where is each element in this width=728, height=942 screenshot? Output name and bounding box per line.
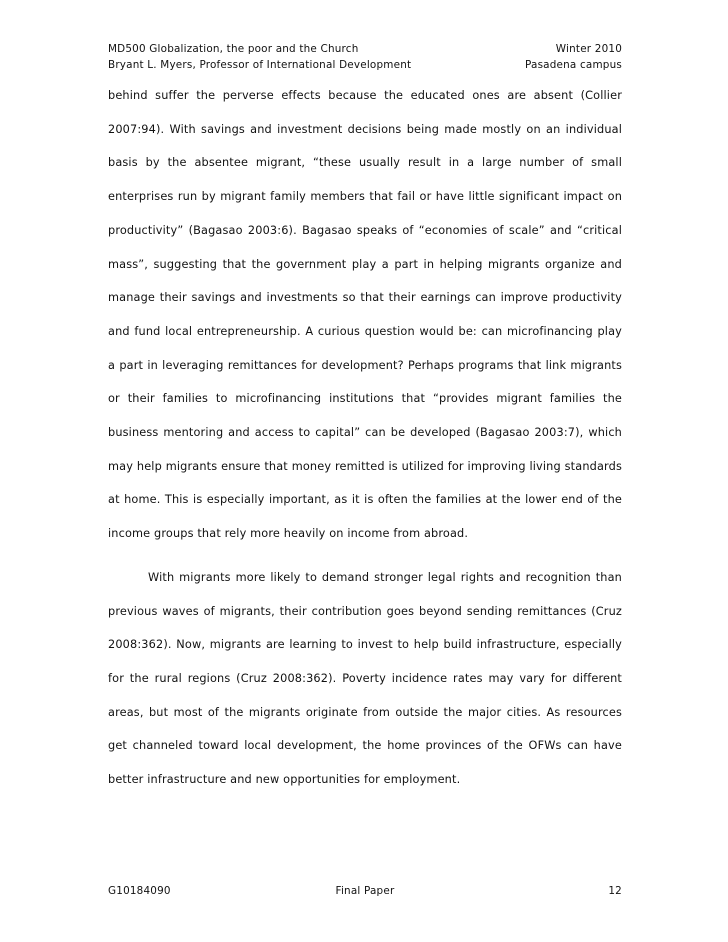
course-title: MD500 Globalization, the poor and the Church [108, 43, 359, 55]
page-footer [108, 883, 622, 899]
campus-label: Pasadena campus [525, 59, 622, 71]
document-type: Final Paper [335, 885, 395, 897]
header-row-2 [108, 57, 622, 73]
header-row-1 [108, 41, 622, 57]
page-number: 12 [608, 885, 622, 897]
student-id: G10184090 [108, 885, 171, 897]
body-text [108, 79, 622, 797]
body-paragraph-1: behind suffer the perverse effects because the educated ones are absent (Collier 2007:94). With savings and investment decisions being made mostly on an individual basis by the absentee migrant, “these usually result in a large number of small enterprises run by migrant family members that fail or have little significant impact on productivity” (Bagasao 2003:6). Bagasao speaks of “economies of scale” and “critical mass”, suggesting that the government play a part in helping migrants organize and manage their savings and investments so that their earnings can improve productivity and fund local entrepreneurship. A curious question would be: can microfinancing play a part in leveraging remittances for development? Perhaps programs that link migrants or their families to microfinancing institutions that “provides migrant families the business mentoring and access to capital” can be developed (Bagasao 2003:7), which may help migrants ensure that money remitted is utilized for improving living standards at home. This is especially important, as it is often the families at the lower end of the income groups that rely more heavily on income from abroad. [108, 89, 622, 541]
body-paragraph-2: With migrants more likely to demand stronger legal rights and recognition than previous waves of migrants, their contribution goes beyond sending remittances (Cruz 2008:362). Now, migrants are learning to invest to help build infrastructure, especially for the rural regions (Cruz 2008:362). Poverty incidence rates may vary for different areas, but most of the migrants originate from outside the major cities. As resources get channeled toward local development, the home provinces of the OFWs can have better infrastructure and new opportunities for employment. [108, 570, 622, 787]
page-header [108, 41, 622, 73]
term-label: Winter 2010 [555, 43, 622, 55]
professor-name: Bryant L. Myers, Professor of International Development [108, 59, 412, 71]
